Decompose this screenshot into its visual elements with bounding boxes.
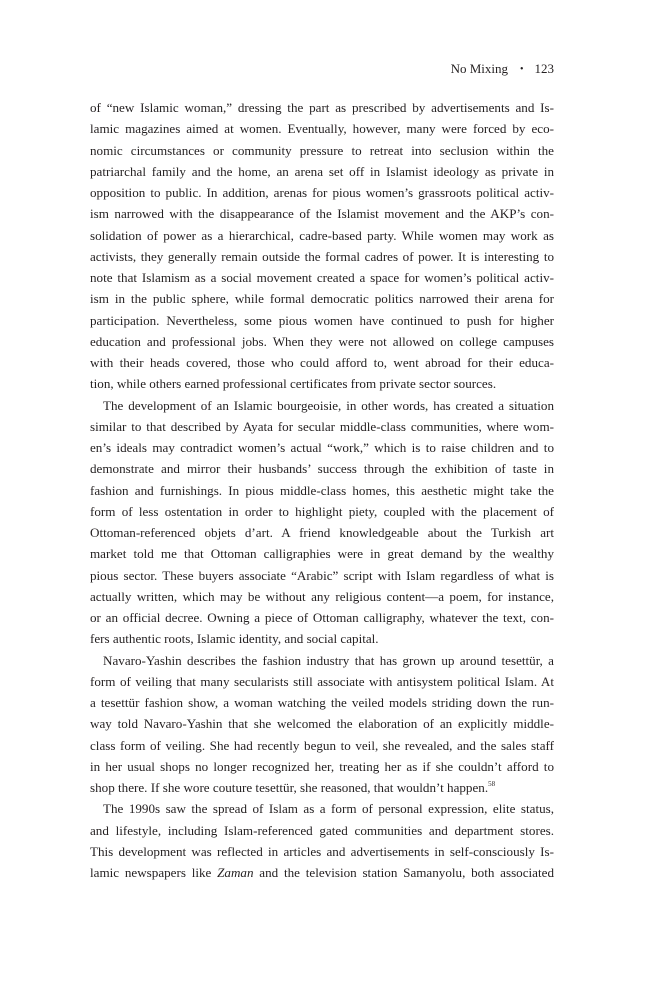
paragraph-3	[90, 650, 554, 799]
text-line: participation. Nevertheless, some pious women have continued to push for higher	[90, 312, 554, 328]
running-head-title: No Mixing	[450, 61, 508, 76]
running-head	[451, 61, 554, 78]
paragraph-2	[90, 395, 554, 650]
text-line: note that Islamism as a social movement created a space for women’s political activ-	[90, 270, 554, 285]
text-line	[90, 862, 554, 883]
text-line: a tesettür fashion show, a woman watching the veiled models striding down the run-	[90, 695, 554, 710]
text-line: patriarchal family and the home, an arena set off in Islamist ideology as private in	[90, 163, 554, 179]
text-line: The 1990s saw the spread of Islam as a form of personal expression, elite status,	[103, 801, 554, 817]
text-line: with their heads covered, those who could afford to, went abroad for their educa-	[90, 355, 554, 370]
body-text	[90, 97, 554, 883]
text-run: lamic newspapers like	[90, 865, 218, 880]
text-line: tion, while others earned professional certificates from private sector sources.	[90, 376, 497, 392]
newspaper-title: Zaman	[217, 865, 254, 880]
text-line: form of veiling that many secularists still associate with antisystem political Islam. At	[90, 673, 554, 689]
text-line: pious sector. These buyers associate “Arabic” script with Islam regardless of what is	[90, 567, 554, 583]
text-line: activists, they generally remain outside the formal cadres of power. It is interesting to	[90, 248, 554, 264]
text-line: education and professional jobs. When they were not allowed on college campuses	[90, 333, 554, 349]
text-line: Ottoman-referenced objets d’art. A friend knowledgeable about the Turkish art	[90, 525, 554, 540]
text-line: in her usual shops no longer recognized her, treating her as if she couldn’t afford to	[90, 758, 554, 774]
paragraph-1	[90, 97, 554, 395]
text-line: nomic circumstances or community pressure to retreat into seclusion within the	[90, 142, 554, 158]
text-line: of “new Islamic woman,” dressing the part as prescribed by advertisements and Is-	[90, 100, 554, 115]
text-line: demonstrate and mirror their husbands’ success through the exhibition of taste in	[90, 461, 554, 477]
text-line: way told Navaro-Yashin that she welcomed the elaboration of an explicitly middle-	[90, 716, 554, 732]
text-line: form of less ostentation in order to highlight piety, coupled with the placement of	[90, 503, 554, 519]
text-line: or an official decree. Owning a piece of Ottoman calligraphy, whatever the text, con-	[90, 610, 554, 625]
text-line: This development was reflected in articles and advertisements in self-consciously Is-	[90, 843, 554, 859]
text-line: ism narrowed with the disappearance of the Islamist movement and the AKP’s con-	[90, 206, 554, 222]
text-line: solidation of power as a hierarchical, cadre-based party. While women may work as	[90, 227, 554, 243]
text-line: and lifestyle, including Islam-referenced gated communities and department stores.	[90, 822, 554, 838]
text-line: The development of an Islamic bourgeoisie, in other words, has created a situation	[103, 397, 554, 413]
footnote-ref: 58	[488, 780, 496, 788]
paragraph-4	[90, 798, 554, 883]
text-line: market told me that Ottoman calligraphies were in great demand by the wealthy	[90, 546, 554, 562]
text-line: en’s ideals may contradict women’s actual “work,” which is to raise children and to	[90, 440, 554, 455]
text-line: ism in the public sphere, while formal democratic politics narrowed their arena for	[90, 291, 554, 307]
page-number: 123	[534, 61, 554, 76]
text-line	[90, 777, 554, 798]
text-line: actually written, which may be without any religious content—a poem, for instance,	[90, 588, 554, 604]
text-line: Navaro-Yashin describes the fashion industry that has grown up around tesettür, a	[103, 652, 554, 668]
text-line: similar to that described by Ayata for secular middle-class communities, where wom-	[90, 418, 554, 434]
text-line: opposition to public. In addition, arenas for pious women’s grassroots political activ-	[90, 185, 554, 200]
text-line: fers authentic roots, Islamic identity, and social capital.	[90, 631, 379, 647]
running-head-bullet: •	[519, 64, 524, 75]
text-line: fashion and furnishings. In pious middle-class homes, this aesthetic might take the	[90, 482, 554, 498]
text-run: and the television station Samanyolu, both associated	[253, 865, 554, 880]
text-line: class form of veiling. She had recently begun to veil, she revealed, and the sales staff	[90, 737, 554, 753]
text-line: lamic magazines aimed at women. Eventually, however, many were forced by eco-	[90, 121, 554, 137]
text-line-content: shop there. If she wore couture tesettür, she reasoned, that wouldn’t happen.	[90, 780, 489, 795]
